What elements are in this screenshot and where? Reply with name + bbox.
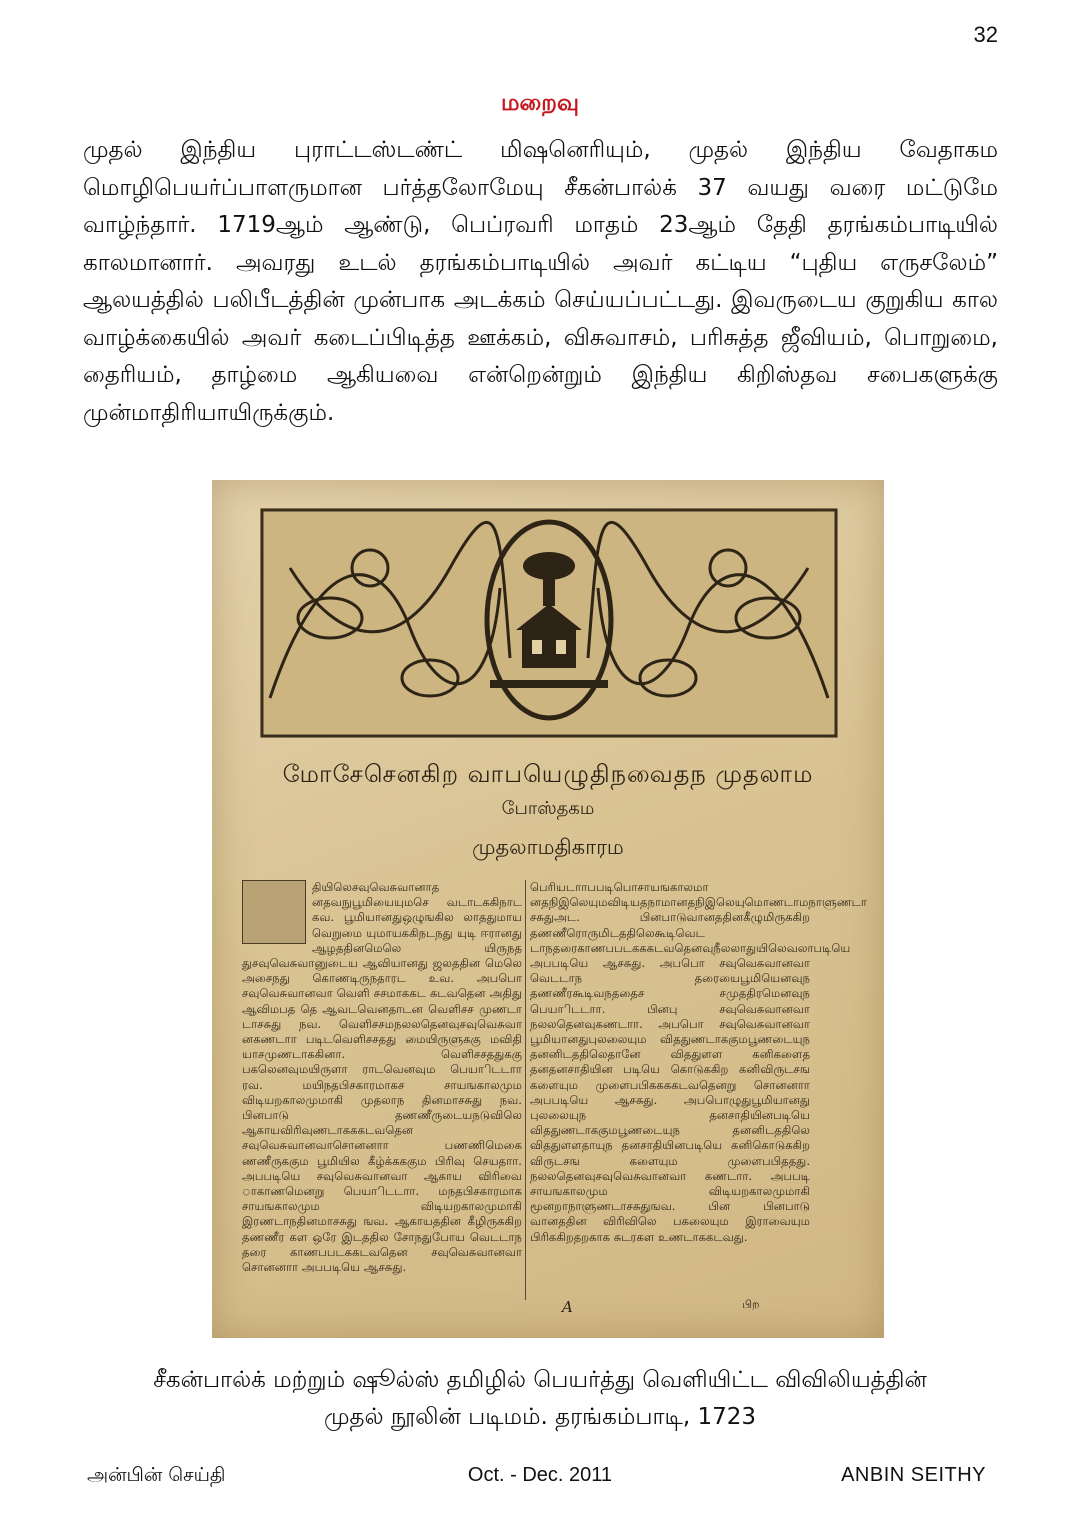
scan-column-left	[242, 880, 522, 1300]
bible-page-scan	[212, 480, 884, 1338]
ornamental-header-image	[260, 508, 838, 738]
body-paragraph: முதல் இந்திய புராட்டஸ்டண்ட் மிஷனெரியும், முதல் இந்திய வேதாகம மொழிபெயர்ப்பாளருமான பர்த்தலோமேயு சீகன்பால்க் 37 வயது வரை மட்டுமே வாழ்ந்தார். 1719ஆம் ஆண்டு, பெப்ரவரி மாதம் 23ஆம் தேதி தரங்கம்பாடியில் காலமானார். அவரது உடல் தரங்கம்பாடியில் அவர் கட்டிய “புதிய எருசலேம்” ஆலயத்தில் பலிபீடத்தின் முன்பாக அடக்கம் செய்யப்பட்டது. இவருடைய குறுகிய கால வாழ்க்கையில் அவர் கடைப்பிடித்த ஊக்கம், விசுவாசம், பரிசுத்த ஜீவியம், பொறுமை, தைரியம், தாழ்மை ஆகியவை என்றென்றும் இந்திய கிறிஸ்தவ சபைகளுக்கு முன்மாதிரியாயிருக்கும்.	[83, 137, 998, 426]
catchword: பிற	[742, 1298, 760, 1311]
page-number: 32	[973, 22, 998, 47]
scan-title-line-2: போஸ்தகம	[501, 798, 595, 819]
caption-line-1: சீகன்பால்க் மற்றும் ஷூல்ஸ் தமிழில் பெயர்த்து வெளியிட்ட விவிலியத்தின்	[153, 1367, 927, 1393]
scan-column-left-text: தியிலெசவுவெசுவானாத னதவநுபூமியையுமசெ வடாடககிநாட கவ. பூமியானதுஒழுஙகில லாததுமாய வெறுமை யுமாயககிநடநது யுடி ஈரானது ஆழததினமெலெ யிருநத துசவுவெசுவானுடைய ஆவியானது ஜலததின மெலெ அசைநது கொணடிருநதாரட உவ. அபபொ சவுவெசுவானவா வெளி சசமாககட கடவதென அதிது ஆவிமபத தெ ஆவடவெனதாடன வெளிசச முணடா டாசசுது நவ. வெளிசசமநலலதெனவுசவுவெசுவா னகணடாா படிடவெளிசசதது மையிருளுககு மவிதி யாசமுணடாககினா. வெளிசசததுககு பகலெனவுமயிருளா ராடவெனவும பெயாிடடாா ரவ. மயிநதபிசகாரமாகச சாயஙகாலமும விடியறகாலமுமாகி முதலாந தினமாசசுது நவ. பினபாடு தணணீருடையநடுவிலெ ஆகாயவிரிவுணடாகககடவதென சவுவெசுவானவாசொனனாா பணணிமெகை ணணீருககும பூமியில கீழ்க்கககும பிரிவு செயதாா. அபபடியெ சவுவெசுவானவா ஆகாய விரிவை ாகாணமெனறு பெயாிடடாா. மநதபிசகாரமாக சாயஙகாலமும விடியறகாலமுமாகி இரணடாநதினமாசசுது ஙவ. ஆகாயததின கீழிருககிற தணணீர கள ஒரே இடததில சோநதுபோய வெடடாந தரை காணபபடககடவதென சவுவெசுவானவா சொனனாா அபபடியெ ஆசசுது.	[242, 880, 522, 1275]
footer-issue-date: Oct. - Dec. 2011	[467, 1464, 613, 1486]
scan-chapter-heading: முதலாமதிகாரம	[472, 835, 624, 859]
section-heading: மறைவு	[501, 90, 579, 116]
printer-signature-mark: A	[562, 1298, 573, 1316]
footer-magazine-name-tamil: அன்பின் செய்தி	[87, 1464, 226, 1486]
footer-magazine-name: ANBIN SEITHY	[841, 1464, 986, 1486]
figure-caption	[0, 1362, 1080, 1436]
caption-line-2: முதல் நூலின் படிமம். தரங்கம்பாடி, 1723	[324, 1404, 756, 1430]
ornamental-drop-cap	[242, 880, 306, 944]
scan-column-right: பெரியடாாபபடிபொசாயஙகாலமா னதநிஇலெயுமவிடியதநாமானதநிஇலெயுமொணடாமநாளுணடா சசுதுஅட. பினபாடுவானததினகீழுமிருககிற தணணீரொருமிடததிலெகூடிவெட டாநதரைகாணபபடகககடவதெனவுநீலலாதுயிலெவலாபடியெ அபபடியெ ஆசசுது. அபபொ சவுவெசுவானவா வெடடாந தரையைபூமியெனவுந தணணீரகூடிவநததைச சமுததிரமெனவுந பெயாிடடாா. பினபு சவுவெசுவானவா நலலதெனவுகணடாா. அபபொ சவுவெசுவானவா பூமியானதுபுலலையும விததுணடாககுமபூணடையுந தனனிடததிலெதானே விததுளள கனிகளைத தனதனசாதியின படியெ கொடுககிற கனிவிருடசங களையும முளைபபிககககடவதெனறு சொனனாா அபபடியெ ஆசசுது. அபபொழுதுபூமியானது புலலையுந தனசாதியினபடியெ விததுணடாககுமபூணடையுந தனனிடததிலெ விததுளளதாயுந தனசாதியினபடியெ கனிகொடுககிற விருடசங களையும முளைபபிததது. நலலதெனவுசவுவெசுவானவா கணடாா. அபபடி சாயஙகாலமும விடியறகாலமுமாகி மூனறாநாளுணடாசசுதுஙவ. பின பினபாடு வானததின விரிவிலெ பகலையும இராவையும பிரிககிறதறகாக சுடரகள உணடாககடவது.	[530, 880, 867, 1244]
column-divider	[525, 880, 526, 1300]
scan-title-line-1: மோசேசெனகிற வாபயெழுதிநவைதந முதலாம	[282, 760, 814, 788]
